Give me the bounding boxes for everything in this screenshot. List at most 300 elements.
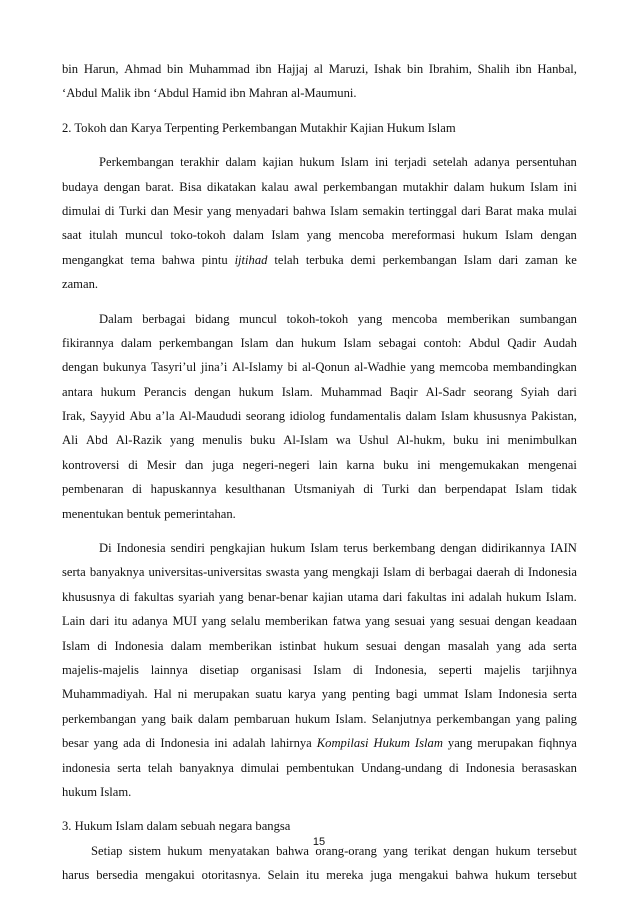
word: Barat (485, 203, 513, 218)
word: di (132, 482, 142, 497)
word: antara (62, 384, 93, 399)
word: berbagai (142, 311, 186, 326)
word: bersedia (96, 868, 139, 883)
word: fikirannya (62, 335, 114, 350)
word: yang (357, 311, 383, 326)
word: Indonesia, (374, 662, 427, 677)
word: serta (553, 687, 577, 702)
word: mereformasi (391, 228, 456, 243)
word: bin (407, 62, 424, 76)
word: bukunya (102, 360, 147, 375)
word: idiolog (289, 409, 326, 424)
word: pintu (201, 252, 228, 267)
word: Al-Islam (283, 433, 329, 448)
word: ijtihad (234, 252, 268, 267)
text-line (62, 609, 577, 633)
word: Hajjaj (277, 62, 309, 76)
word: buku (383, 457, 409, 472)
word: Selain (267, 868, 300, 883)
word: bagi (395, 687, 418, 702)
word: dengan (452, 843, 490, 858)
word: karya (287, 687, 316, 702)
word: berpendapat (444, 482, 507, 497)
word: mengenai (527, 457, 577, 472)
word: hukum (299, 155, 335, 170)
word: sesuai (394, 614, 426, 629)
word: Ibrahim, (428, 62, 472, 76)
word: juga (370, 868, 392, 883)
word: Irak, (62, 409, 86, 424)
word: dari (89, 614, 110, 629)
word: di (353, 662, 363, 677)
word: hukum (323, 638, 359, 653)
word: awal (294, 179, 318, 194)
word: Pakistan, (531, 409, 577, 424)
word: baik (171, 711, 193, 726)
word: sebagai (378, 335, 417, 350)
word: muncul (125, 228, 163, 243)
word: mengangkat (62, 252, 124, 267)
word: kalau (261, 179, 289, 194)
word: pembaruan (233, 711, 290, 726)
word: ini (486, 433, 500, 448)
text-line (62, 707, 577, 731)
word: fundamentalis (329, 409, 402, 424)
word: dari (557, 384, 577, 399)
word: otoritasnya. (201, 868, 261, 883)
word: Mesir (146, 457, 177, 472)
word: bin (62, 62, 79, 76)
word: ni (177, 687, 188, 702)
word: negeri-negeri (242, 457, 310, 472)
word: Hanbal, (537, 62, 577, 76)
word: maka (516, 203, 544, 218)
word: mengemukakan (439, 457, 520, 472)
word: demi (350, 252, 376, 267)
word: Qadir (507, 335, 537, 350)
word: adalah (232, 736, 266, 751)
word: sumbangan (519, 311, 577, 326)
word: itulah (89, 228, 118, 243)
word: dan (275, 335, 294, 350)
word: Islam (440, 409, 469, 424)
word: yang (169, 433, 195, 448)
word: terakhir (180, 155, 220, 170)
word: memberikan (447, 311, 510, 326)
line-text: ‘Abdul Malik ibn ‘Abdul Hamid ibn Mahran al-Maumuni. (62, 86, 357, 101)
word: ini (417, 457, 431, 472)
word: hukum (295, 711, 331, 726)
word: Islam (505, 228, 534, 243)
paragraph (62, 150, 577, 296)
block-gap (62, 297, 577, 307)
word: hukum (238, 384, 274, 399)
word: dengan (440, 541, 477, 556)
word: mencoba (391, 311, 438, 326)
word: selalu (230, 614, 261, 629)
word: Indonesia (160, 736, 210, 751)
word: Al-Islamy (232, 360, 284, 375)
word: di (128, 457, 139, 472)
word: dalam (225, 155, 257, 170)
word: khususnya (62, 589, 116, 604)
word: Abd (86, 433, 108, 448)
word: disetiap (199, 662, 239, 677)
word: benar-benar (247, 589, 308, 604)
word: Indonesia (527, 565, 577, 580)
word: seperti (438, 662, 473, 677)
word: hukum (167, 843, 203, 858)
word: hukum (301, 335, 337, 350)
word: terikat (414, 843, 447, 858)
text-line (62, 560, 577, 584)
word: persentuhan (516, 155, 577, 170)
word: penting (352, 687, 390, 702)
word: yang (429, 614, 455, 629)
word: dalam (121, 335, 152, 350)
word: kesulthanan (225, 482, 286, 497)
word: tertinggal (408, 203, 457, 218)
word: Islam (271, 228, 300, 243)
word: Islam. (335, 711, 367, 726)
word: dengan (194, 384, 231, 399)
page-number: 15 (312, 836, 326, 848)
word: ibn (515, 62, 532, 76)
word: terus (343, 541, 368, 556)
word: yang (303, 565, 329, 580)
word: harus (62, 868, 90, 883)
word: yang (515, 711, 541, 726)
word: memberikan (208, 638, 272, 653)
word: berbagai (429, 565, 473, 580)
word: Islam (414, 736, 443, 751)
word: di (449, 760, 459, 775)
word: itu (114, 614, 128, 629)
word: fiqhnya (538, 736, 577, 751)
word: syariah (178, 589, 215, 604)
word: swasta (265, 565, 300, 580)
word: yang (93, 736, 119, 751)
word: Setiap (91, 843, 123, 858)
word: perkembangan (436, 711, 511, 726)
word: ke (564, 252, 577, 267)
text-line (62, 780, 577, 804)
word: ada (528, 638, 546, 653)
line-text: menentukan bentuk pemerintahan. (62, 506, 236, 521)
word: keadaan (535, 614, 577, 629)
word: Islam (464, 687, 493, 702)
word: toko-tokoh (170, 228, 226, 243)
word: seorang (245, 409, 286, 424)
word: barat. (145, 179, 174, 194)
word: muncul (239, 311, 277, 326)
text-line (62, 81, 577, 105)
text-line (62, 404, 577, 428)
text-line (62, 502, 577, 526)
word: Indonesia (465, 760, 515, 775)
text-line (62, 536, 577, 560)
text-line (62, 355, 577, 379)
word: dalam (170, 638, 202, 653)
word: tersebut (537, 868, 577, 883)
word: Islam (310, 541, 339, 556)
word: karna (346, 457, 375, 472)
word: kajian (262, 155, 294, 170)
word: hapuskannya (150, 482, 217, 497)
word: Indonesia (114, 638, 164, 653)
section-heading: 2. Tokoh dan Karya Terpenting Perkembangan Mutakhir Kajian Hukum Islam (62, 120, 456, 135)
word: lahirnya (270, 736, 312, 751)
word: Ishak (374, 62, 402, 76)
word: al (313, 62, 323, 76)
word: dalam (197, 711, 229, 726)
word: saat (62, 228, 82, 243)
word: Harun, (83, 62, 119, 76)
word: Di (99, 541, 112, 556)
word: terbuka (305, 252, 344, 267)
word: perkembangan (62, 711, 137, 726)
word: bahwa (276, 843, 309, 858)
page-body (62, 57, 577, 888)
word: ini (451, 589, 465, 604)
word: berkembang (372, 541, 436, 556)
word: adalah (468, 589, 502, 604)
word: membandingkan (492, 360, 577, 375)
word: ibn (255, 62, 272, 76)
word: lain (318, 457, 338, 472)
word: menulis (202, 433, 243, 448)
word: yang (410, 360, 435, 375)
word: di (514, 565, 524, 580)
word: Al-Razik (115, 433, 162, 448)
word: di (145, 736, 156, 751)
word: al-Qonun (302, 360, 350, 375)
line-text: zaman. (62, 277, 99, 292)
word: fatwa (332, 614, 361, 629)
word: Maruzi, (328, 62, 369, 76)
word: berasaskan (521, 760, 577, 775)
word: hukum (489, 179, 525, 194)
word: hukum (100, 384, 136, 399)
word: ini (563, 179, 577, 194)
word: ini (374, 155, 389, 170)
word: budaya (62, 179, 99, 194)
word: sesuai (459, 614, 490, 629)
word: Kompilasi (316, 736, 369, 751)
text-line (62, 658, 577, 682)
word: banyaknya (179, 760, 234, 775)
word: Indonesia (498, 687, 548, 702)
word: dari (461, 203, 481, 218)
word: kajian (312, 589, 344, 604)
text-line (62, 380, 577, 404)
word: Islam (515, 482, 544, 497)
text-line (62, 428, 577, 452)
word: yang (365, 614, 390, 629)
word: Ushul (358, 433, 389, 448)
word: Dalam (99, 311, 133, 326)
word: menyadari (235, 203, 289, 218)
word: Islam (530, 179, 559, 194)
word: mereka (326, 868, 364, 883)
word: hukum (495, 868, 531, 883)
word: hukum (506, 589, 542, 604)
word: Islam. (281, 384, 313, 399)
text-line (62, 863, 577, 887)
word: contoh: (423, 335, 462, 350)
word: Lain (62, 614, 86, 629)
word: Abu (129, 409, 152, 424)
word: dan (185, 457, 204, 472)
word: Perkembangan (99, 155, 174, 170)
word: dikatakan (207, 179, 256, 194)
text-line (62, 585, 577, 609)
word: adanya (474, 155, 510, 170)
word: paling (545, 711, 577, 726)
word: al-Wadhie (354, 360, 406, 375)
text-line (62, 634, 577, 658)
word: Shalih (477, 62, 510, 76)
word: Muhammadiyah. (62, 687, 148, 702)
word: yang (447, 736, 473, 751)
word: daerah (476, 565, 511, 580)
word: indonesia (62, 760, 111, 775)
word: serta (117, 760, 141, 775)
word: organisasi (250, 662, 302, 677)
word: Syiah (520, 384, 550, 399)
word: Ali (62, 433, 79, 448)
word: Audah (543, 335, 577, 350)
word: Mesir (173, 203, 203, 218)
word: kontroversi (62, 457, 120, 472)
word: Undang-undang (360, 760, 443, 775)
word: a’la (155, 409, 175, 424)
word: Muhammad (320, 384, 382, 399)
word: dengan (494, 614, 531, 629)
word: zaman (525, 252, 559, 267)
word: dengan (103, 179, 141, 194)
word: yang (206, 203, 232, 218)
word: perkembangan (382, 252, 457, 267)
word: serta (553, 638, 577, 653)
text-line (62, 199, 577, 223)
word: Islam (313, 662, 342, 677)
word: hukum (462, 228, 498, 243)
word: dengan (404, 638, 441, 653)
line-text: hukum Islam. (62, 784, 132, 799)
word: suatu (255, 687, 282, 702)
word: di (97, 638, 108, 653)
word: telah (274, 252, 299, 267)
word: fakultas (133, 589, 174, 604)
section-heading: 3. Hukum Islam dalam sebuah negara bangsa (62, 819, 291, 834)
text-line (62, 307, 577, 331)
word: lainnya (150, 662, 188, 677)
word: bin (167, 62, 184, 76)
word: dengan (540, 228, 577, 243)
word: hukum (270, 541, 306, 556)
word: memberikan (264, 614, 328, 629)
word: perkembangan (323, 179, 398, 194)
word: Islam (463, 252, 492, 267)
word: setelah (432, 155, 468, 170)
word: didirikannya (481, 541, 546, 556)
word: dimulai (62, 203, 101, 218)
word: banyaknya (89, 565, 145, 580)
word: yang (201, 614, 227, 629)
word: Islam (340, 155, 369, 170)
word: bahwa (293, 203, 326, 218)
paragraph (62, 536, 577, 804)
block-gap (62, 140, 577, 150)
word: Tasyri’ul (150, 360, 197, 375)
word: yang (219, 589, 244, 604)
word: Selanjutnya (371, 711, 432, 726)
word: Perancis (143, 384, 187, 399)
word: bidang (195, 311, 230, 326)
word: mengkaji (332, 565, 379, 580)
word: istinbat (279, 638, 317, 653)
word: Islam. (545, 589, 577, 604)
word: Hukum (373, 736, 410, 751)
word: yang (141, 711, 166, 726)
text-line (62, 272, 577, 296)
text-line (62, 175, 577, 199)
word: serta (62, 565, 86, 580)
word: dan (150, 203, 169, 218)
word: Indonesia (116, 541, 166, 556)
word: dengan (62, 360, 99, 375)
word: Bisa (179, 179, 202, 194)
word: dan (418, 482, 437, 497)
block-gap (62, 106, 577, 116)
word: Hal (153, 687, 172, 702)
text-line (62, 223, 577, 247)
word: merupakan (193, 687, 250, 702)
word: memcoba (439, 360, 489, 375)
word: majelis (484, 662, 521, 677)
word: di (104, 203, 115, 218)
word: di (363, 482, 374, 497)
word: sesuai (365, 638, 397, 653)
word: di (119, 589, 130, 604)
word: menimbulkan (507, 433, 577, 448)
word: tidak (551, 482, 577, 497)
word: orang-orang (315, 843, 377, 858)
word: khususnya (473, 409, 527, 424)
word: seorang (473, 384, 513, 399)
word: buku (453, 433, 479, 448)
word: mengakui (398, 868, 449, 883)
word: adanya (132, 614, 168, 629)
word: hukum (495, 843, 531, 858)
word: wa (335, 433, 351, 448)
word: pembentukan (286, 760, 355, 775)
word: Islam (383, 565, 412, 580)
word: Turki (381, 482, 410, 497)
word: Abdul (468, 335, 501, 350)
word: Al-Sadr (425, 384, 466, 399)
word: pembenaran (62, 482, 124, 497)
word: tersebut (537, 843, 577, 858)
text-line (62, 453, 577, 477)
word: ini (214, 736, 228, 751)
word: dari (498, 252, 519, 267)
word: Utsmaniyah (293, 482, 355, 497)
word: menyatakan (208, 843, 270, 858)
word: Islam (330, 203, 359, 218)
word: tema (130, 252, 155, 267)
